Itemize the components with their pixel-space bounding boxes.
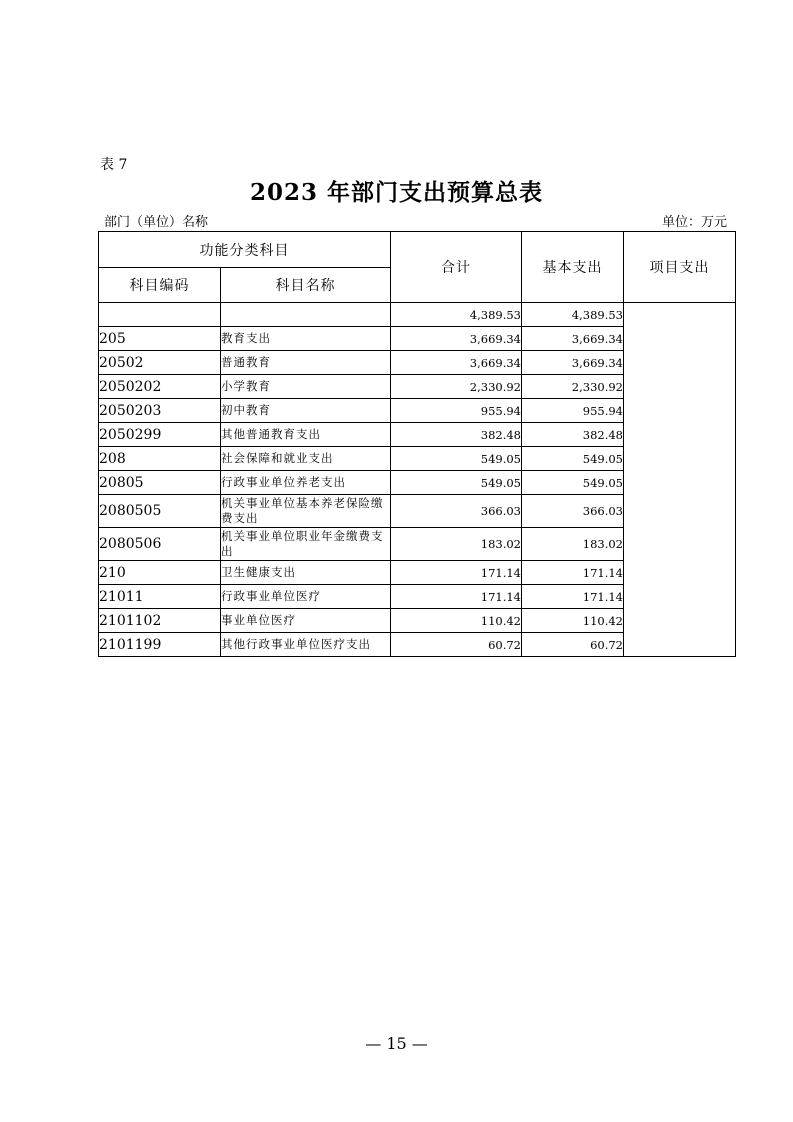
total-value: 2,330.92 bbox=[391, 375, 522, 399]
subject-name: 机关事业单位职业年金缴费支出 bbox=[221, 528, 391, 561]
total-value: 110.42 bbox=[391, 609, 522, 633]
basic-value: 549.05 bbox=[522, 471, 624, 495]
basic-value: 549.05 bbox=[522, 447, 624, 471]
subject-name: 行政事业单位医疗 bbox=[221, 585, 391, 609]
subject-name: 事业单位医疗 bbox=[221, 609, 391, 633]
subject-code: 210 bbox=[99, 561, 221, 585]
total-value: 955.94 bbox=[391, 399, 522, 423]
page-title: 2023 年部门支出预算总表 bbox=[249, 179, 544, 206]
subject-code bbox=[99, 303, 221, 327]
basic-value: 382.48 bbox=[522, 423, 624, 447]
subject-code: 2050299 bbox=[99, 423, 221, 447]
basic-value: 183.02 bbox=[522, 528, 624, 561]
subject-code: 2101199 bbox=[99, 633, 221, 657]
basic-value: 3,669.34 bbox=[522, 327, 624, 351]
total-value: 549.05 bbox=[391, 471, 522, 495]
header-function-category: 功能分类科目 bbox=[99, 232, 391, 268]
basic-value: 3,669.34 bbox=[522, 351, 624, 375]
basic-value: 366.03 bbox=[522, 495, 624, 528]
total-value: 549.05 bbox=[391, 447, 522, 471]
subject-code: 20805 bbox=[99, 471, 221, 495]
subject-code: 20502 bbox=[99, 351, 221, 375]
project-expense-column bbox=[624, 303, 736, 657]
subject-code: 2080505 bbox=[99, 495, 221, 528]
subject-name bbox=[221, 303, 391, 327]
subject-name: 普通教育 bbox=[221, 351, 391, 375]
subject-code: 21011 bbox=[99, 585, 221, 609]
header-project-expense: 项目支出 bbox=[624, 232, 736, 303]
basic-value: 171.14 bbox=[522, 585, 624, 609]
total-value: 382.48 bbox=[391, 423, 522, 447]
header-total: 合计 bbox=[391, 232, 522, 303]
subject-name: 初中教育 bbox=[221, 399, 391, 423]
total-value: 60.72 bbox=[391, 633, 522, 657]
basic-value: 4,389.53 bbox=[522, 303, 624, 327]
unit-label: 单位：万元 bbox=[661, 215, 727, 230]
basic-value: 171.14 bbox=[522, 561, 624, 585]
subject-name: 小学教育 bbox=[221, 375, 391, 399]
subject-code: 2080506 bbox=[99, 528, 221, 561]
table-row bbox=[99, 303, 736, 327]
subject-name: 卫生健康支出 bbox=[221, 561, 391, 585]
page-number: — 15 — bbox=[365, 1034, 428, 1053]
header-subject-code: 科目编码 bbox=[99, 268, 221, 303]
total-value: 171.14 bbox=[391, 561, 522, 585]
subject-name: 其他行政事业单位医疗支出 bbox=[221, 633, 391, 657]
budget-table bbox=[98, 231, 736, 657]
subject-name: 社会保障和就业支出 bbox=[221, 447, 391, 471]
header-subject-name: 科目名称 bbox=[221, 268, 391, 303]
basic-value: 110.42 bbox=[522, 609, 624, 633]
subject-code: 208 bbox=[99, 447, 221, 471]
basic-value: 2,330.92 bbox=[522, 375, 624, 399]
department-label: 部门（单位）名称 bbox=[104, 215, 209, 230]
basic-value: 955.94 bbox=[522, 399, 624, 423]
total-value: 4,389.53 bbox=[391, 303, 522, 327]
subject-code: 205 bbox=[99, 327, 221, 351]
total-value: 3,669.34 bbox=[391, 327, 522, 351]
total-value: 171.14 bbox=[391, 585, 522, 609]
subject-code: 2050202 bbox=[99, 375, 221, 399]
total-value: 183.02 bbox=[391, 528, 522, 561]
total-value: 366.03 bbox=[391, 495, 522, 528]
subject-name: 行政事业单位养老支出 bbox=[221, 471, 391, 495]
total-value: 3,669.34 bbox=[391, 351, 522, 375]
basic-value: 60.72 bbox=[522, 633, 624, 657]
subject-code: 2101102 bbox=[99, 609, 221, 633]
subject-name: 教育支出 bbox=[221, 327, 391, 351]
subject-name: 其他普通教育支出 bbox=[221, 423, 391, 447]
subject-code: 2050203 bbox=[99, 399, 221, 423]
header-basic-expense: 基本支出 bbox=[522, 232, 624, 303]
subject-name: 机关事业单位基本养老保险缴费支出 bbox=[221, 495, 391, 528]
table-number: 表 7 bbox=[100, 157, 128, 173]
